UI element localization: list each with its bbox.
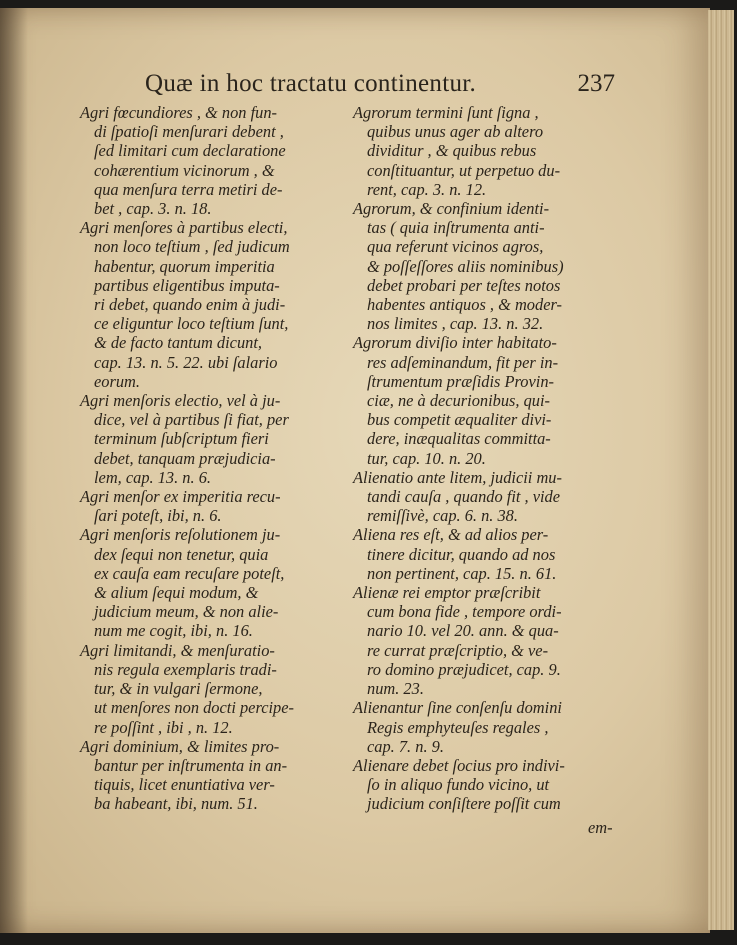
entry-line: Alienare debet ſocius pro indivi- — [353, 755, 565, 775]
entry-line: Alienæ rei emptor præſcribit — [353, 583, 541, 603]
entry-line: tandi cauſa , quando fit , vide — [367, 487, 561, 507]
left-column — [80, 103, 348, 814]
entry-line: & alium ſequi modum, & — [94, 583, 259, 603]
entry-line: ri debet, quando enim à judi- — [94, 295, 286, 315]
entry-line: nos limites , cap. 13. n. 32. — [367, 314, 544, 334]
header-title: Quæ in hoc tractatu continentur. — [145, 70, 477, 97]
entry-line: Agrorum diviſio inter habitato- — [353, 333, 557, 353]
entry-line: tiquis, licet enuntiativa ver- — [94, 775, 275, 795]
entry-line: Agri menſores à partibus electi, — [80, 218, 288, 238]
entry-line: Alienatio ante litem, judicii mu- — [353, 467, 562, 487]
entry-line: Agrorum, & confinium identi- — [353, 199, 550, 219]
index-entry — [80, 641, 348, 737]
catchword: em- — [588, 818, 613, 837]
entry-line: & poſſeſſores aliis nominibus) — [367, 256, 564, 276]
entry-line: conſtituantur, ut perpetuo du- — [367, 160, 561, 180]
entry-line: qua referunt vicinos agros, — [367, 237, 544, 257]
entry-line: dere, inæqualitas committa- — [367, 429, 551, 449]
entry-line: ciæ, ne à decurionibus, qui- — [367, 391, 551, 411]
index-entry — [80, 391, 348, 487]
entry-line: cap. 7. n. 9. — [367, 736, 444, 756]
entry-line: num. 23. — [367, 679, 424, 699]
entry-line: ſtrumentum præſidis Provin- — [367, 371, 554, 391]
entry-line: tinere dicitur, quando ad nos — [367, 544, 556, 564]
index-entry — [80, 737, 348, 814]
entry-line: eorum. — [94, 371, 140, 391]
entry-line: non pertinent, cap. 15. n. 61. — [367, 563, 557, 583]
entry-line: debet probari per teſtes notos — [367, 275, 561, 295]
entry-line: nario 10. vel 20. ann. & qua- — [367, 621, 559, 641]
entry-line: ſo in aliquo fundo vicino, ut — [367, 775, 550, 795]
entry-line: partibus eligentibus imputa- — [94, 275, 280, 295]
entry-line: lem, cap. 13. n. 6. — [94, 467, 211, 487]
entry-line: ex cauſa eam recuſare poteſt, — [94, 563, 285, 583]
index-entry — [353, 199, 621, 333]
entry-line: re currat præſcriptio, & ve- — [367, 640, 549, 660]
entry-line: num me cogit, ibi, n. 16. — [94, 621, 253, 641]
entry-line: judicium meum, & non alie- — [94, 602, 279, 622]
entry-line: terminum ſubſcriptum fieri — [94, 429, 269, 449]
entry-line: dividitur , & quibus rebus — [367, 141, 537, 161]
entry-line: Agrorum termini ſunt ſigna , — [353, 103, 539, 122]
entry-line: remiſſivè, cap. 6. n. 38. — [367, 506, 518, 526]
entry-line: ut menſores non docti percipe- — [94, 698, 294, 718]
entry-line: res adſeminandum, fit per in- — [367, 352, 559, 372]
page-number: 237 — [577, 70, 615, 97]
entry-line: bet , cap. 3. n. 18. — [94, 199, 212, 219]
entry-line: habentur, quorum imperitia — [94, 256, 275, 276]
entry-line: bantur per inſtrumenta in an- — [94, 755, 288, 775]
index-entry — [80, 525, 348, 640]
index-entry — [353, 698, 621, 756]
entry-line: ba habeant, ibi, num. 51. — [94, 794, 258, 814]
entry-line: non loco teſtium , ſed judicum — [94, 237, 290, 257]
entry-line: cap. 13. n. 5. 22. ubi ſalario — [94, 352, 278, 372]
index-entry — [353, 468, 621, 526]
index-entry — [353, 103, 621, 199]
page-edges — [708, 10, 734, 930]
index-entry — [353, 756, 621, 814]
entry-line: tas ( quia inſtrumenta anti- — [367, 218, 545, 238]
entry-line: Alienantur ſine conſenſu domini — [353, 698, 562, 718]
entry-line: Agri dominium, & limites pro- — [80, 736, 280, 756]
index-entry — [80, 103, 348, 218]
entry-line: cohærentium vicinorum , & — [94, 160, 275, 180]
entry-line: nis regula exemplaris tradi- — [94, 659, 277, 679]
running-header — [145, 70, 615, 104]
right-column — [353, 103, 621, 814]
entry-line: Agri menſoris electio, vel à ju- — [80, 391, 281, 411]
entry-line: ce eliguntur loco teſtium ſunt, — [94, 314, 289, 334]
entry-line: dex ſequi non tenetur, quia — [94, 544, 269, 564]
index-entry — [353, 525, 621, 583]
entry-line: & de facto tantum dicunt, — [94, 333, 262, 353]
entry-line: qua menſura terra metiri de- — [94, 179, 283, 199]
entry-line: ro domino præjudicet, cap. 9. — [367, 659, 561, 679]
entry-line: judicium conſiſtere poſſit cum — [367, 794, 561, 814]
entry-line: Agri menſoris reſolutionem ju- — [80, 525, 281, 545]
entry-line: ſed limitari cum declaratione — [94, 141, 286, 161]
index-entry — [80, 487, 348, 525]
entry-line: tur, & in vulgari ſermone, — [94, 679, 263, 699]
entry-line: Agri limitandi, & menſuratio- — [80, 640, 275, 660]
gutter-shadow — [0, 8, 28, 933]
entry-line: ſari poteſt, ibi, n. 6. — [94, 506, 222, 526]
entry-line: habentes antiquos , & moder- — [367, 295, 562, 315]
entry-line: tur, cap. 10. n. 20. — [367, 448, 486, 468]
entry-line: quibus unus ager ab altero — [367, 122, 544, 142]
index-entry — [353, 583, 621, 698]
entry-line: cum bona fide , tempore ordi- — [367, 602, 562, 622]
entry-line: di ſpatioſi menſurari debent , — [94, 122, 284, 142]
entry-line: Regis emphyteuſes regales , — [367, 717, 549, 737]
entry-line: Agri menſor ex imperitia recu- — [80, 487, 281, 507]
entry-line: debet, tanquam præjudicia- — [94, 448, 276, 468]
entry-line: Agri fœcundiores , & non fun- — [80, 103, 277, 122]
entry-line: rent, cap. 3. n. 12. — [367, 179, 487, 199]
index-entry — [353, 333, 621, 467]
index-entry — [80, 218, 348, 391]
entry-line: Aliena res eſt, & ad alios per- — [353, 525, 549, 545]
entry-line: dice, vel à partibus ſi fiat, per — [94, 410, 289, 430]
entry-line: re poſſint , ibi , n. 12. — [94, 717, 233, 737]
entry-line: bus competit æqualiter divi- — [367, 410, 552, 430]
